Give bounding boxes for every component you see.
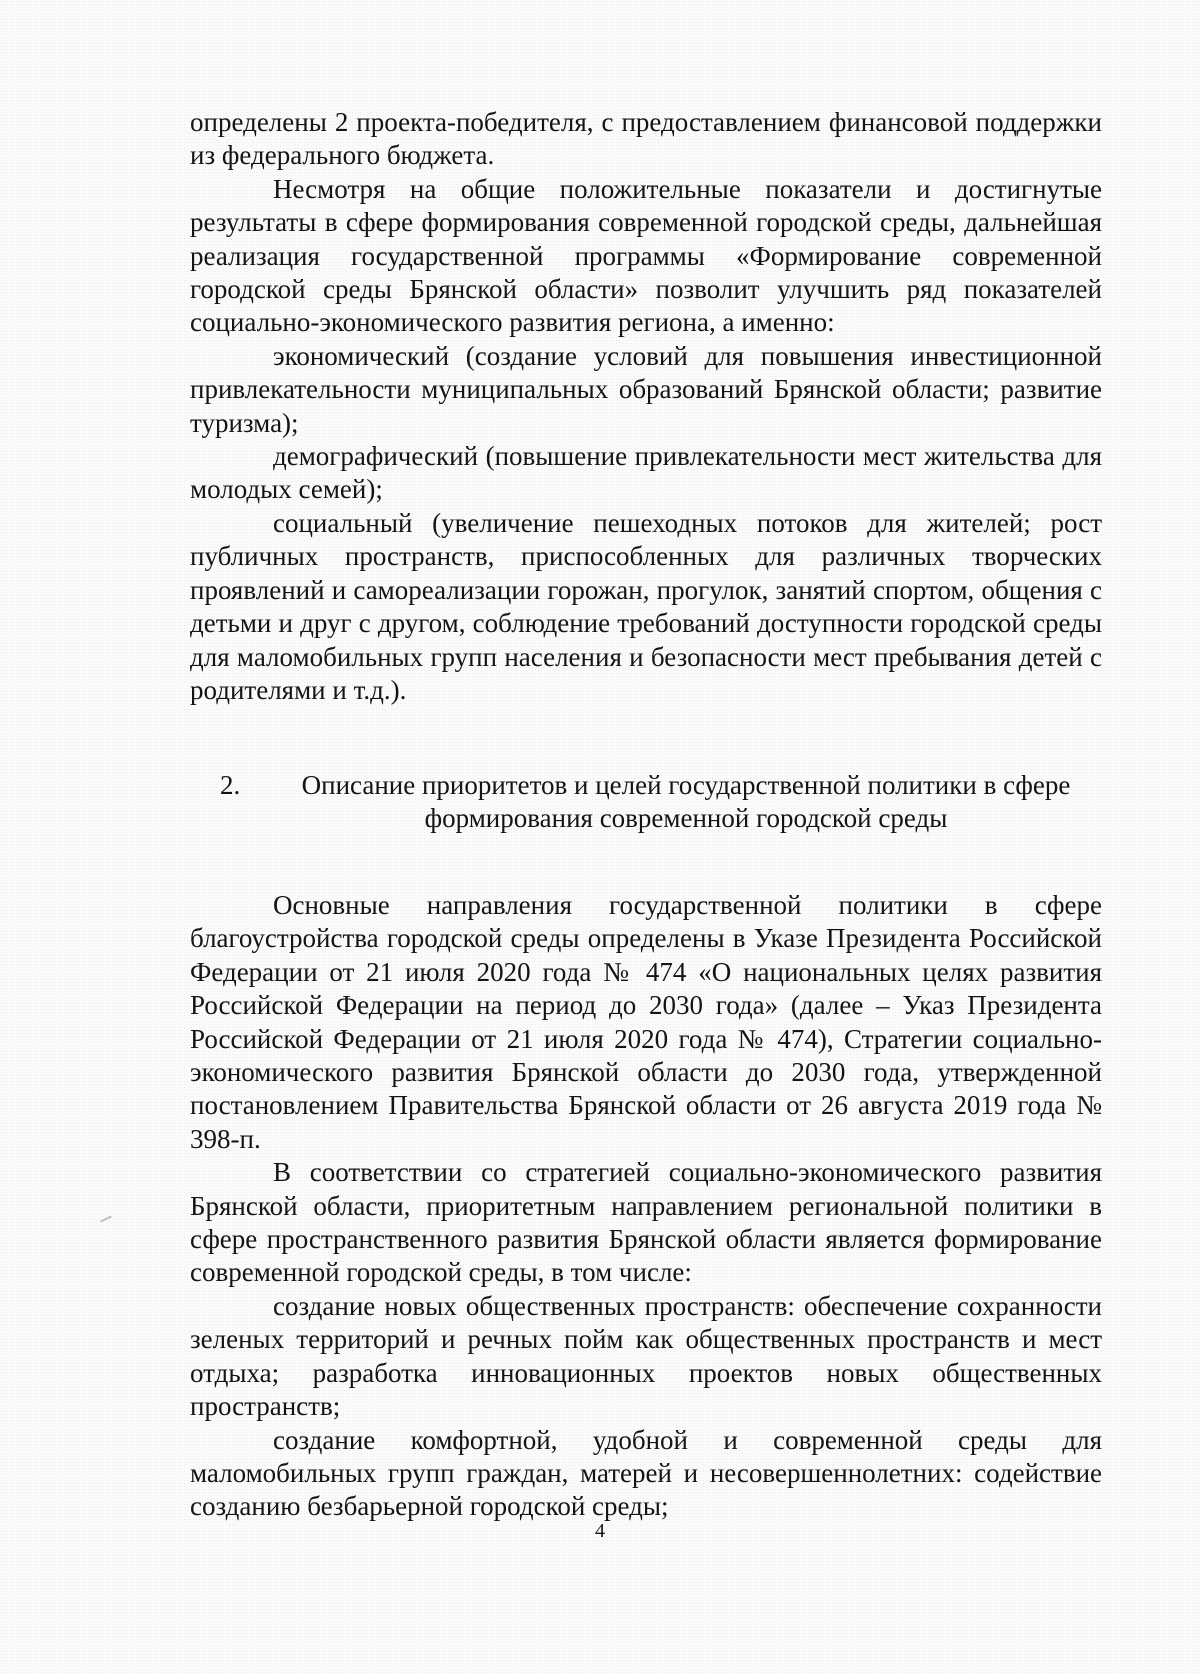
page-number: 4 <box>595 1520 605 1542</box>
paragraph: экономический (создание условий для повышения инвестиционной привлекательности муниципальных образований Брянской области; развитие туризма); <box>190 340 1102 438</box>
paragraph: Несмотря на общие положительные показатели и достигнутые результаты в сфере формирования современной городской среды, дальнейшая реализация государственной программы «Формирование современной городской среды Брянской области» позволит улучшить ряд показателей социально-экономического развития региона, а именно: <box>190 173 1102 338</box>
paragraph: демографический (повышение привлекательности мест жительства для молодых семей); <box>190 441 1102 505</box>
paragraph: социальный (увеличение пешеходных потоков для жителей; рост публичных пространств, приспособленных для различных творческих проявлений и самореализации горожан, прогулок, занятий спортом, общения с детьми и друг с другом, соблюдение требований доступности городской среды для маломобильных групп населения и безопасности мест пребывания детей с родителями и т.д.). <box>190 507 1102 705</box>
paragraph: В соответствии со стратегией социально-экономического развития Брянской области, приоритетным направлением региональной политики в сфере пространственного развития Брянской области является формирование современной городской среды, в том числе: <box>190 1157 1102 1288</box>
paragraph-continuation: определены 2 проекта-победителя, с предоставлением финансовой поддержки из федерального бюджета. <box>190 107 1102 171</box>
section-text <box>190 889 1102 1524</box>
intro-text <box>190 106 1102 707</box>
section-heading <box>190 769 1102 836</box>
section-number: 2. <box>220 770 241 800</box>
paragraph: Основные направления государственной политики в сфере благоустройства городской среды определены в Указе Президента Российской Федерации от 21 июля 2020 года № 474 «О национальных целях развития Российской Федерации на период до 2030 года» (далее – Указ Президента Российской Федерации от 21 июля 2020 года № 474), Стратегии социально-экономического развития Брянской области до 2030 года, утвержденной постановлением Правительства Брянской области от 26 августа 2019 года № 398-п. <box>190 890 1102 1154</box>
scan-speck <box>100 1216 112 1223</box>
paragraph: создание новых общественных пространств: обеспечение сохранности зеленых территорий и речных пойм как общественных пространств и мест отдыха; разработка инновационных проектов новых общественных пространств; <box>190 1290 1102 1422</box>
section-title: Описание приоритетов и целей государственной политики в сфере формирования современной городской среды <box>301 770 1071 834</box>
paragraph: создание комфортной, удобной и современной среды для маломобильных групп граждан, матерей и несовершеннолетних: содействие созданию безбарьерной городской среды; <box>190 1424 1102 1522</box>
